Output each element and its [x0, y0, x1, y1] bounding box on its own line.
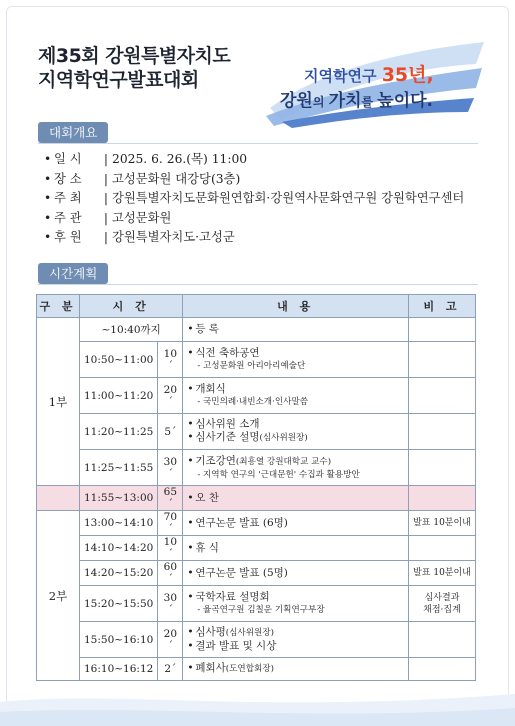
- overview-item: • 주 관 | 고성문화원: [44, 209, 464, 229]
- duration-cell: 2´: [158, 658, 183, 681]
- table-header-row: [37, 295, 476, 318]
- remarks-cell: [409, 378, 476, 414]
- table-row: [37, 414, 476, 450]
- section-label-overview: 대회개요: [38, 122, 108, 143]
- overview-item: • 주 최 | 강원특별자치도문화원연합회·강원역사문화연구원 강원학연구센터: [44, 189, 464, 209]
- content-item: 오 찬: [195, 491, 219, 504]
- slogan-word-2: 의: [312, 95, 329, 109]
- content-cell: • 연구논문 발표 (6명): [183, 511, 409, 536]
- slogan-banner: [262, 38, 490, 128]
- remarks-cell: 발표 10분이내: [409, 561, 476, 586]
- duration-cell: 20´: [158, 378, 183, 414]
- duration-cell: 20´: [158, 622, 183, 658]
- overview-value: 강원특별자치도문화원연합회·강원역사문화연구원 강원학연구센터: [112, 191, 465, 205]
- title-line1: 제35회 강원특별자치도: [38, 45, 231, 67]
- remarks-cell: [409, 414, 476, 450]
- table-row: [37, 658, 476, 681]
- remarks-cell: [409, 622, 476, 658]
- overview-item: • 후 원 | 강원특별자치도·고성군: [44, 228, 464, 248]
- content-item: 연구논문 발표 (5명): [195, 566, 288, 579]
- remarks-line: 심사결과: [424, 592, 460, 603]
- content-item: 심사위원 소개: [195, 418, 260, 430]
- remarks-cell: [409, 342, 476, 378]
- content-item: 식전 축하공연: [195, 347, 260, 359]
- remarks-cell: [409, 486, 476, 511]
- content-sub: - 지역학 연구의 '근대문헌' 수집과 활용방안: [197, 469, 360, 480]
- duration-cell: 70´: [158, 511, 183, 536]
- content-cell: • 오 찬: [183, 486, 409, 511]
- table-row: [37, 622, 476, 658]
- time-cell: 14:20~15:20: [80, 561, 158, 586]
- overview-label: 장 소: [54, 171, 82, 186]
- slogan-word-4: 를: [361, 95, 378, 109]
- part-label: [37, 486, 80, 511]
- remarks-cell: 발표 10분이내: [409, 511, 476, 536]
- duration-cell: 30´: [158, 450, 183, 486]
- remarks-cell: [409, 450, 476, 486]
- table-row: [37, 536, 476, 561]
- content-item: 개회식: [195, 383, 226, 395]
- content-sub: - 국민의례·내빈소개·인사말씀: [197, 397, 309, 407]
- title-line2: 지역학연구발표대회: [38, 69, 199, 91]
- overview-item: • 일 시 | 2025. 6. 26.(목) 11:00: [44, 150, 464, 170]
- table-row: [37, 511, 476, 536]
- slogan-text: 지역학연구: [304, 67, 382, 85]
- overview-label: 후 원: [54, 230, 82, 244]
- overview-value: 2025. 6. 26.(목) 11:00: [112, 152, 248, 166]
- content-note: (심사위원장): [225, 628, 274, 638]
- section-divider: [38, 284, 478, 285]
- content-item: 휴 식: [195, 541, 219, 554]
- table-row: [37, 561, 476, 586]
- duration-cell: 30´: [158, 586, 183, 622]
- header-part: 구 분: [37, 295, 80, 318]
- part-label: 1부: [37, 318, 80, 486]
- slogan-years: 35년,: [381, 64, 434, 86]
- content-cell: • 휴 식: [183, 536, 409, 561]
- duration-cell: 65´: [158, 486, 183, 511]
- table-row: [37, 586, 476, 622]
- header-content: 내 용: [183, 295, 409, 318]
- time-cell: 11:00~11:20: [80, 378, 158, 414]
- table-row: [37, 378, 476, 414]
- time-cell: 15:50~16:10: [80, 622, 158, 658]
- time-cell: ~10:40까지: [80, 318, 183, 342]
- content-item: 기조강연: [195, 454, 236, 467]
- time-cell: 15:20~15:50: [80, 586, 158, 622]
- content-cell: • 식전 축하공연 - 고성문화원 아리아리예술단: [183, 342, 409, 378]
- content-cell: • 기조강연(최흥열 강원대학교 교수) - 지역학 연구의 '근대문헌' 수집과 활용방안: [183, 450, 409, 486]
- overview-item: • 장 소 | 고성문화원 대강당(3층): [44, 170, 464, 190]
- overview-value: 고성문화원: [112, 210, 172, 225]
- content-cell: • 연구논문 발표 (5명): [183, 561, 409, 586]
- content-sub: - 고성문화원 아리아리예술단: [197, 361, 306, 371]
- content-note: (최흥열 강원대학교 교수): [235, 456, 332, 467]
- remarks-line: 채점·집계: [423, 604, 461, 615]
- overview-label: 주 관: [54, 210, 82, 225]
- content-item: 결과 발표 및 시상: [195, 640, 277, 652]
- table-row: [37, 318, 476, 342]
- duration-cell: 5´: [158, 414, 183, 450]
- content-item: 연구논문 발표 (6명): [195, 516, 288, 529]
- overview-value: 강원특별자치도·고성군: [112, 230, 235, 244]
- content-cell: • 폐회사(도연합회장): [183, 658, 409, 681]
- header-remarks: 비 고: [409, 295, 476, 318]
- overview-list: [44, 150, 464, 248]
- decorative-footer-band: [0, 684, 515, 726]
- header-time: 시 간: [80, 295, 183, 318]
- slogan-line1: [304, 60, 434, 87]
- time-cell: 13:00~14:10: [80, 511, 158, 536]
- content-item: 등 록: [195, 323, 219, 335]
- content-cell: • 심사평(심사위원장) • 결과 발표 및 시상: [183, 622, 409, 658]
- content-note: (도연합회장): [225, 664, 274, 674]
- content-item: 심사평: [195, 626, 226, 638]
- section-divider: [38, 143, 478, 144]
- content-cell: • 개회식 - 국민의례·내빈소개·인사말씀: [183, 378, 409, 414]
- slogan-word-3: 가치: [328, 91, 362, 111]
- remarks-cell: [409, 536, 476, 561]
- content-item: 국학자료 설명회: [195, 591, 270, 603]
- page-title: [38, 44, 230, 92]
- content-cell: • 국학자료 설명회 - 율곡연구원 김칠운 기획연구부장: [183, 586, 409, 622]
- slogan-word-1: 강원: [280, 91, 313, 111]
- content-item: 심사기준 설명: [195, 431, 260, 443]
- overview-label: 주 최: [54, 191, 82, 205]
- content-sub: - 율곡연구원 김칠운 기획연구부장: [197, 605, 325, 615]
- overview-value: 고성문화원 대강당(3층): [112, 171, 241, 186]
- duration-cell: 10´: [158, 536, 183, 561]
- slogan-line2: [280, 86, 433, 111]
- duration-cell: 10´: [158, 342, 183, 378]
- table-row: [37, 450, 476, 486]
- content-item: 폐회사: [195, 662, 226, 674]
- time-cell: 11:25~11:55: [80, 450, 158, 486]
- time-cell: 11:20~11:25: [80, 414, 158, 450]
- schedule-table: [36, 294, 476, 681]
- table-row-lunch: [37, 486, 476, 511]
- remarks-cell: [409, 658, 476, 681]
- duration-cell: 60´: [158, 561, 183, 586]
- part-label: 2부: [37, 511, 80, 681]
- remarks-cell: [409, 586, 476, 622]
- time-cell: 14:10~14:20: [80, 536, 158, 561]
- time-cell: 16:10~16:12: [80, 658, 158, 681]
- content-cell: • 심사위원 소개 • 심사기준 설명(심사위원장): [183, 414, 409, 450]
- remarks-cell: [409, 318, 476, 342]
- time-cell: 11:55~13:00: [80, 486, 158, 511]
- overview-label: 일 시: [54, 152, 82, 166]
- table-row: [37, 342, 476, 378]
- content-note: (심사위원장): [259, 433, 308, 443]
- content-cell: • 등 록: [183, 318, 409, 342]
- slogan-word-5: 높이다.: [377, 91, 434, 111]
- time-cell: 10:50~11:00: [80, 342, 158, 378]
- section-label-schedule: 시간계획: [38, 263, 108, 284]
